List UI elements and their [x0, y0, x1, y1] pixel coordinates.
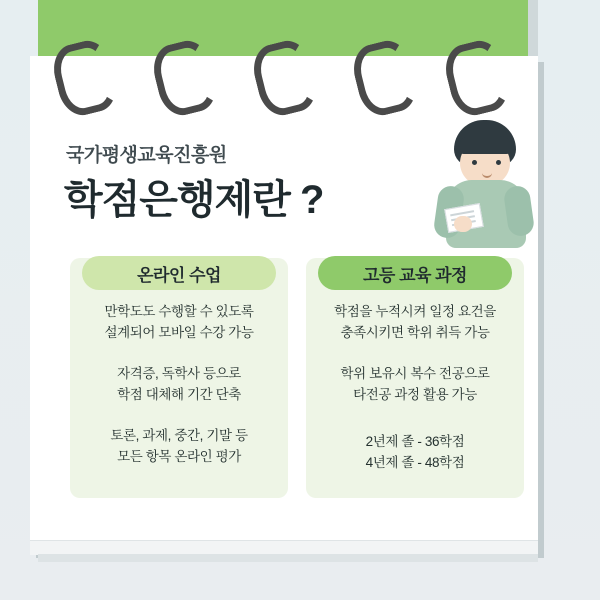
- hair-fringe-shape: [458, 136, 512, 154]
- paragraph-line: 4년제 졸 - 48학점: [365, 454, 465, 470]
- card-title-higher-education: 고등 교육 과정: [318, 256, 512, 290]
- card-paragraph: [84, 364, 274, 406]
- eye-right: [496, 160, 501, 165]
- page-title: 학점은행제란 ?: [64, 178, 324, 222]
- card-higher-education: [306, 258, 524, 498]
- card-body-higher-education: [306, 302, 524, 474]
- organization-name: 국가평생교육진흥원: [66, 145, 227, 166]
- card-title-online-class: 온라인 수업: [82, 256, 276, 290]
- paragraph-line: 타전공 과정 활용 가능: [353, 386, 477, 402]
- paragraph-line: 2년제 졸 - 36학점: [365, 433, 465, 449]
- paragraph-line: 학점 대체해 기간 단축: [117, 386, 241, 402]
- green-header-board: [38, 0, 528, 62]
- card-paragraph: [84, 302, 274, 344]
- card-paragraph: [84, 426, 274, 468]
- paragraph-line: 학점을 누적시켜 일정 요건을: [334, 304, 496, 319]
- card-online-class: [70, 258, 288, 498]
- card-body-online-class: [70, 302, 288, 468]
- card-paragraph: [320, 302, 510, 344]
- paragraph-line: 토론, 과제, 중간, 기말 등: [110, 427, 248, 443]
- card-paragraph: [320, 432, 510, 474]
- paragraph-line: 만학도도 수행할 수 있도록: [104, 304, 254, 319]
- card-paragraph: [320, 364, 510, 406]
- paragraph-line: 모든 항목 온라인 평가: [117, 448, 241, 464]
- student-illustration: [432, 120, 542, 250]
- sheet-bottom-shadow: [38, 554, 538, 562]
- paragraph-line: 설계되어 모바일 수강 가능: [104, 324, 254, 340]
- hand-shape: [454, 216, 472, 232]
- paragraph-line: 충족시키면 학위 취득 가능: [340, 324, 490, 340]
- paragraph-line: 자격증, 독학사 등으로: [117, 365, 241, 381]
- paragraph-line: 학위 보유시 복수 전공으로: [340, 365, 490, 381]
- eye-left: [472, 160, 477, 165]
- sheet-bottom-fold: [30, 540, 538, 555]
